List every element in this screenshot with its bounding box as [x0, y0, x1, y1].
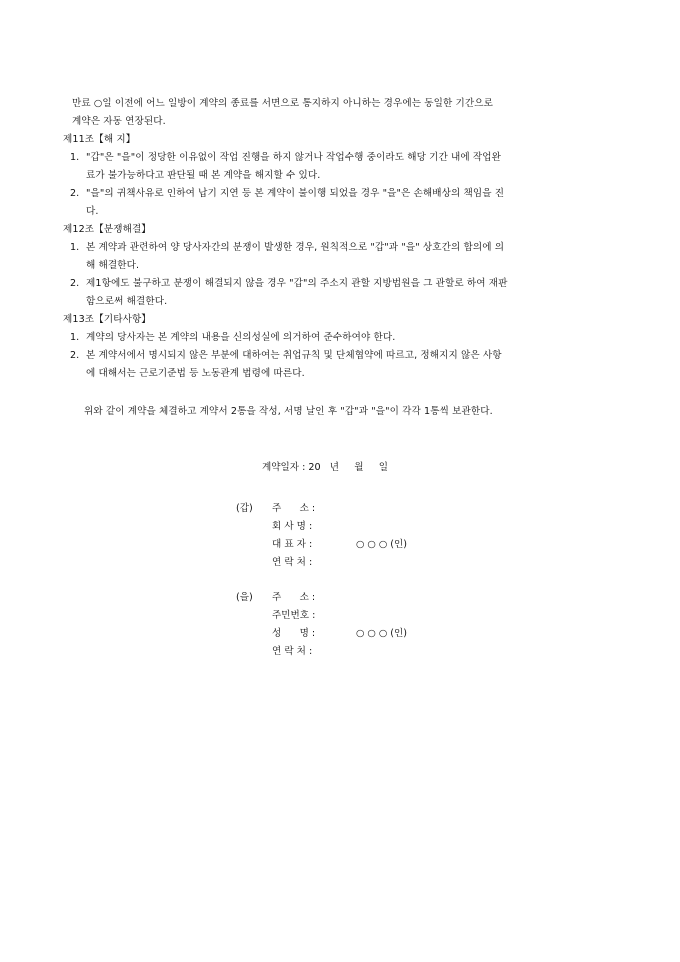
- party-a-representative-label: 대 표 자 :: [272, 539, 313, 550]
- party-b-tag: (을): [236, 592, 253, 603]
- article-12-item-2-number: 2.: [70, 278, 80, 289]
- article-11-item-1-number: 1.: [70, 152, 80, 163]
- party-b-name-seal: ○ ○ ○ (인): [356, 628, 408, 639]
- article-13-item-2-number: 2.: [70, 350, 80, 361]
- article-13-item-2-line-1: 본 계약서에서 명시되지 않은 부분에 대하여는 취업규칙 및 단체협약에 따르고, 정해지지 않은 사항: [86, 350, 502, 361]
- article-11-item-2-line-2: 다.: [86, 206, 99, 217]
- party-b-contact-label: 연 락 처 :: [272, 646, 313, 657]
- article-12-item-1-line-1: 본 계약과 관련하여 양 당사자간의 분쟁이 발생한 경우, 원칙적으로 "갑"과 "을" 상호간의 합의에 의: [86, 242, 505, 253]
- article-13-item-1-number: 1.: [70, 332, 80, 343]
- article-11-item-2-line-1: "을"의 귀책사유로 인하여 납기 지연 등 본 계약이 불이행 되었을 경우 "을"은 손해배상의 책임을 진: [86, 188, 505, 199]
- article-12-title: 제12조【분쟁해결】: [63, 224, 152, 235]
- contract-date: 계약일자 : 20 년 월 일: [262, 462, 389, 473]
- closing-statement: 위와 같이 계약을 체결하고 계약서 2통을 작성, 서명 날인 후 "갑"과 "을"이 각각 1통씩 보관한다.: [84, 406, 493, 417]
- article-12-item-2-line-2: 함으로써 해결한다.: [86, 296, 168, 307]
- article-13-item-2-line-2: 에 대해서는 근로기준법 등 노동관계 법령에 따른다.: [86, 368, 305, 379]
- article-12-item-2-line-1: 제1항에도 불구하고 분쟁이 해결되지 않을 경우 "갑"의 주소지 관할 지방법원을 그 관할로 하여 재판: [86, 278, 508, 289]
- party-a-contact-label: 연 락 처 :: [272, 557, 313, 568]
- article-12-item-1-number: 1.: [70, 242, 80, 253]
- intro-line-2: 계약은 자동 연장된다.: [72, 116, 166, 127]
- party-a-representative-seal: ○ ○ ○ (인): [356, 539, 408, 550]
- party-a-company-label: 회 사 명 :: [272, 521, 313, 532]
- article-13-item-1-line-1: 계약의 당사자는 본 계약의 내용을 신의성실에 의거하여 준수하여야 한다.: [86, 332, 396, 343]
- article-12-item-1-line-2: 해 해결한다.: [86, 260, 140, 271]
- article-11-item-1-line-2: 료가 불가능하다고 판단될 때 본 계약을 해지할 수 있다.: [86, 170, 321, 181]
- party-b-address-label: 주 소 :: [272, 592, 316, 603]
- article-11-title: 제11조【해 지】: [63, 134, 136, 145]
- intro-line-1: 만료 ○일 이전에 어느 일방이 계약의 종료를 서면으로 통지하지 아니하는 경우에는 동일한 기간으로: [72, 98, 493, 109]
- article-13-title: 제13조【기타사항】: [63, 314, 152, 325]
- article-11-item-2-number: 2.: [70, 188, 80, 199]
- article-11-item-1-line-1: "갑"은 "을"이 정당한 이유없이 작업 진행을 하지 않거나 작업수행 중이라도 해당 기간 내에 작업완: [86, 152, 501, 163]
- party-b-id-number-label: 주민번호 :: [272, 610, 316, 621]
- party-b-name-label: 성 명 :: [272, 628, 316, 639]
- party-a-address-label: 주 소 :: [272, 503, 316, 514]
- party-a-tag: (갑): [236, 503, 253, 514]
